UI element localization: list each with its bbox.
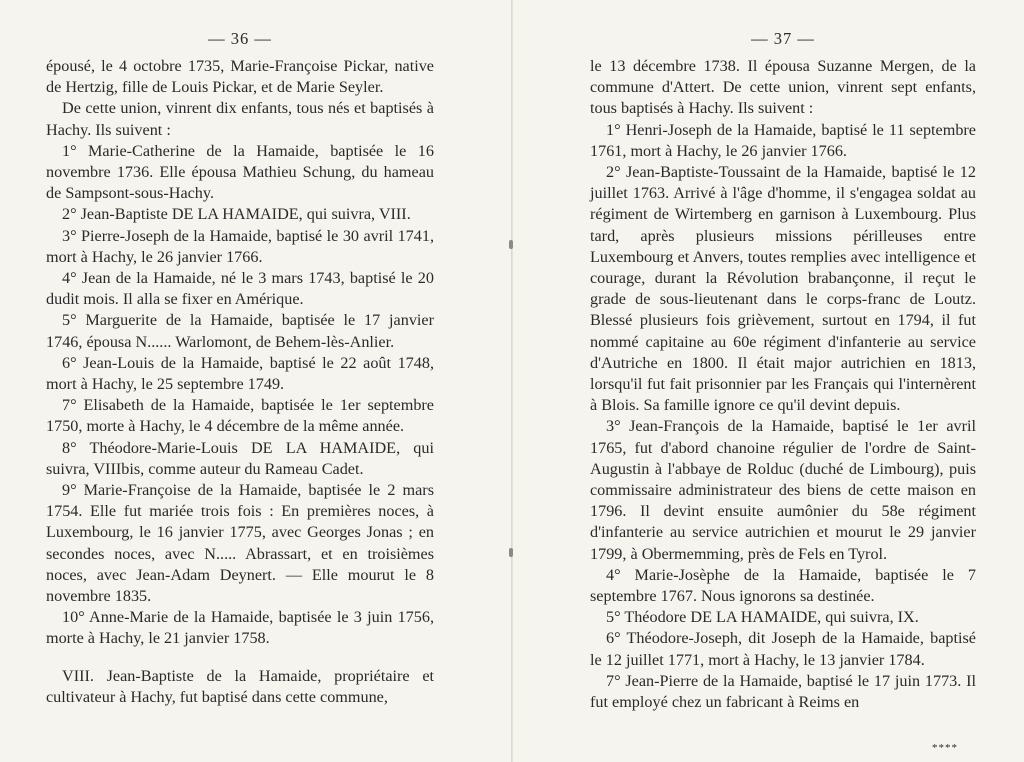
page-number: — 37 — xyxy=(751,29,815,48)
list-item: 9° Marie-Françoise de la Hamaide, baptisée le 2 mars 1754. Elle fut mariée trois fois : En premières noces, à Luxembourg, le 16 janvier 1775, avec Georges Jonas ; en secondes noces, avec N..... Abrassart, et en troisièmes noces, avec Jean-Adam Deynert. — Elle mourut le 8 novembre 1835. xyxy=(46,481,434,606)
right-page xyxy=(512,0,1024,762)
page-text xyxy=(590,56,976,713)
list-item: 3° Pierre-Joseph de la Hamaide, baptisé le 30 avril 1741, mort à Hachy, le 26 janvier 1766. xyxy=(46,226,434,266)
list-item: 8° Théodore-Marie-Louis DE LA HAMAIDE, qui suivra, VIIIbis, comme auteur du Rameau Cadet. xyxy=(46,438,434,478)
section-heading-paragraph: VIII. Jean-Baptiste de la Hamaide, propriétaire et cultivateur à Hachy, fut baptisé dans cette commune, xyxy=(46,666,434,706)
list-item: 7° Jean-Pierre de la Hamaide, baptisé le 17 juin 1773. Il fut employé chez un fabricant à Reims en xyxy=(590,671,976,712)
paragraph: De cette union, vinrent dix enfants, tous nés et baptisés à Hachy. Ils suivent : xyxy=(46,99,434,139)
paragraph: le 13 décembre 1738. Il épousa Suzanne Mergen, de la commune d'Attert. De cette union, vinrent sept enfants, tous baptisés à Hachy. Ils suivent : xyxy=(590,57,976,118)
list-item: 6° Théodore-Joseph, dit Joseph de la Hamaide, baptisé le 12 juillet 1771, mort à Hachy, le 13 janvier 1784. xyxy=(590,629,976,669)
list-item: 1° Henri-Joseph de la Hamaide, baptisé le 11 septembre 1761, mort à Hachy, le 26 janvier 1766. xyxy=(590,120,976,160)
list-item: 6° Jean-Louis de la Hamaide, baptisé le 22 août 1748, mort à Hachy, le 25 septembre 1749. xyxy=(46,353,434,394)
list-item: 4° Jean de la Hamaide, né le 3 mars 1743, baptisé le 20 dudit mois. Il alla se fixer en Amérique. xyxy=(46,269,434,309)
list-item: 2° Jean-Baptiste DE LA HAMAIDE, qui suivra, VIII. xyxy=(62,205,411,224)
signature-mark: **** xyxy=(932,742,958,754)
list-item: 4° Marie-Josèphe de la Hamaide, baptisée le 7 septembre 1767. Nous ignorons sa destinée. xyxy=(590,565,976,606)
page-number: — 36 — xyxy=(208,29,272,48)
list-item: 10° Anne-Marie de la Hamaide, baptisée le 3 juin 1756, morte à Hachy, le 21 janvier 1758. xyxy=(46,608,434,648)
list-item: 5° Marguerite de la Hamaide, baptisée le 17 janvier 1746, épousa N...... Warlomont, de Behem-lès-Anlier. xyxy=(46,311,434,351)
paragraph: épousé, le 4 octobre 1735, Marie-Françoise Pickar, native de Hertzig, fille de Louis Pickar, et de Marie Seyler. xyxy=(46,57,434,97)
list-item: 7° Elisabeth de la Hamaide, baptisée le 1er septembre 1750, morte à Hachy, le 4 décembre de la même année. xyxy=(46,396,434,436)
list-item: 1° Marie-Catherine de la Hamaide, baptisée le 16 novembre 1736. Elle épousa Mathieu Schung, du hameau de Sampsont-sous-Hachy. xyxy=(46,141,434,203)
page-text xyxy=(46,56,434,708)
list-item: 3° Jean-François de la Hamaide, baptisé le 1er avril 1765, fut d'abord chanoine régulier de l'ordre de Saint-Augustin à l'abbaye de Rolduc (duché de Limbourg), puis commissaire administrateur des biens de cette maison en 1796. Il devint ensuite aumônier du 58e régiment d'infanterie au service autrichien et mourut le 29 janvier 1799, à Obermemming, près de Fels en Tyrol. xyxy=(590,417,976,563)
list-item: 5° Théodore DE LA HAMAIDE, qui suivra, IX. xyxy=(606,608,919,627)
list-item: 2° Jean-Baptiste-Toussaint de la Hamaide, baptisé le 12 juillet 1763. Arrivé à l'âge d'homme, il s'engagea soldat au régiment de Wirtemberg en garnison à Luxembourg. Plus tard, après plusieurs missions périlleuses entre Luxembourg et Anvers, toutes remplies avec intelligence et courage, durant la Révolution brabançonne, il reçut le grade de sous-lieutenant dans le corps-franc de Loutz. Blessé plusieurs fois grièvement, surtout en 1794, il fut nommé capitaine au 60e régiment d'infanterie au service d'Autriche en 1800. Il était major autrichien en 1813, lorsqu'il fut fait prisonnier par les Français qui l'internèrent à Blois. Sa famille ignore ce qu'il devint depuis. xyxy=(590,163,976,415)
